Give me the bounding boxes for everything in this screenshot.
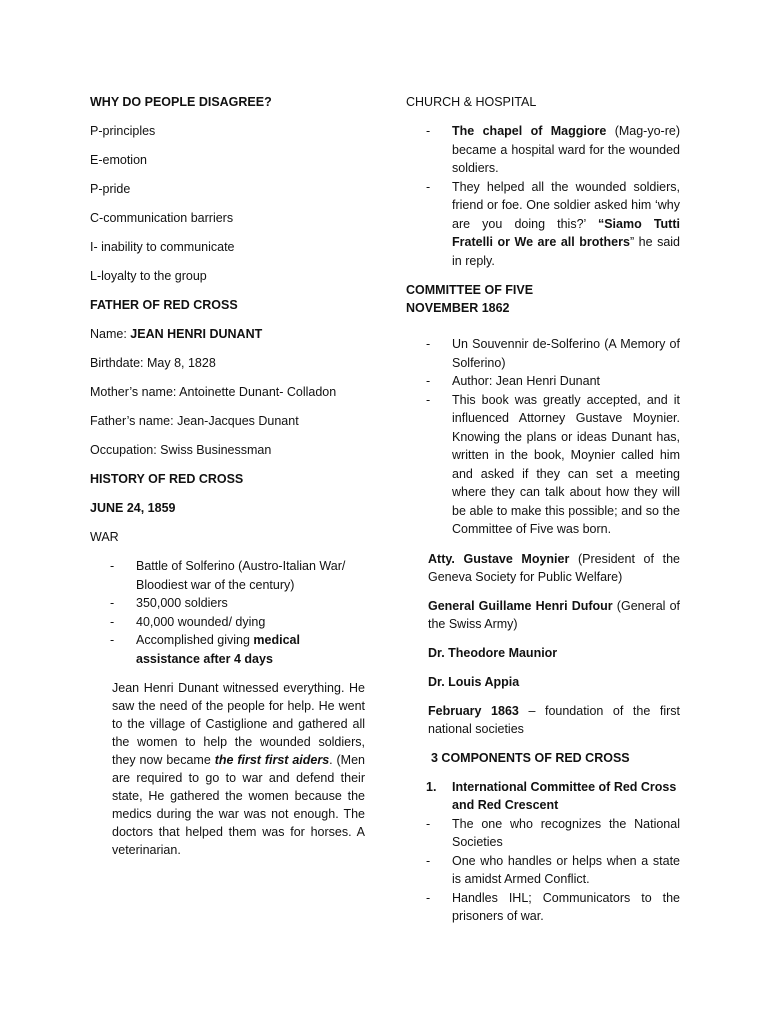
list-item: - 40,000 wounded/ dying bbox=[90, 613, 365, 632]
war-label: WAR bbox=[90, 530, 119, 544]
paragraph-text: . (Men are required to go to war and defend their state, He gathered the women because the medics during the war was not enough. The doctors that helped them was for horses. A veterinarian. bbox=[112, 753, 365, 857]
list-item: - Handles IHL; Communicators to the prisoners of war. bbox=[406, 889, 680, 926]
member-dufour bbox=[406, 597, 680, 633]
member-moynier bbox=[406, 550, 680, 586]
father-line: Father’s name: Jean-Jacques Dunant bbox=[90, 414, 299, 428]
list-item: - This book was greatly accepted, and it influenced Attorney Gustave Moynier. Knowing the plans or ideas Dunant has, written in the book, Moynier called him and asked if they can set a meeting where they can talk about how they will be able to make this possible; and so the Committee of Five was born. bbox=[406, 391, 680, 539]
list-item: - The one who recognizes the National Societies bbox=[406, 815, 680, 852]
peccil-item: C-communication barriers bbox=[90, 211, 234, 225]
list-item-text: ” he said in reply. bbox=[452, 235, 680, 268]
right-column bbox=[406, 93, 680, 937]
war-list bbox=[90, 557, 365, 668]
left-column bbox=[90, 93, 365, 870]
heading-committee-five: COMMITTEE OF FIVE bbox=[406, 283, 534, 297]
first-aiders-emphasis: the first first aiders bbox=[214, 753, 330, 767]
item-text: International Committee of Red Cross and Red Crescent bbox=[452, 779, 677, 812]
birthdate-line: Birthdate: May 8, 1828 bbox=[90, 356, 216, 370]
heading-history: HISTORY OF RED CROSS bbox=[90, 472, 244, 486]
item-number: 1. bbox=[426, 779, 437, 794]
peccil-item: L-loyalty to the group bbox=[90, 269, 207, 283]
member-name: General Guillame Henri Dufour bbox=[428, 598, 613, 613]
member-desc: (President of the Geneva Society for Public Welfare) bbox=[428, 551, 680, 584]
list-item: - One who handles or helps when a state is amidst Armed Conflict. bbox=[406, 852, 680, 889]
components-list bbox=[406, 778, 680, 815]
list-item: - 350,000 soldiers bbox=[90, 594, 365, 613]
february-desc: – foundation of the first national societies bbox=[428, 703, 680, 736]
name-line bbox=[90, 325, 365, 343]
peccil-item: E-emotion bbox=[90, 153, 147, 167]
heading-components: 3 COMPONENTS OF RED CROSS bbox=[431, 750, 630, 765]
list-item bbox=[406, 778, 680, 815]
committee-date: NOVEMBER 1862 bbox=[406, 301, 510, 315]
list-item: - Un Souvennir de-Solferino (A Memory of Solferino) bbox=[406, 335, 680, 372]
peccil-item: I- inability to communicate bbox=[90, 240, 235, 254]
february-1863 bbox=[406, 702, 680, 738]
list-item-bold: “Siamo Tutti Fratelli or We are all brothers bbox=[452, 216, 680, 249]
history-date: JUNE 24, 1859 bbox=[90, 501, 176, 515]
heading-why-disagree: WHY DO PEOPLE DISAGREE? bbox=[90, 95, 272, 109]
paragraph-text: Jean Henri Dunant witnessed everything. He saw the need of the people for help. He went to the village of Castiglione and gathered all the women to help the wounded soldiers, they now became bbox=[112, 681, 365, 767]
list-item bbox=[90, 631, 365, 668]
name-value: JEAN HENRI DUNANT bbox=[130, 327, 263, 341]
mother-line: Mother’s name: Antoinette Dunant- Colladon bbox=[90, 385, 337, 399]
february-date: February 1863 bbox=[428, 703, 519, 718]
peccil-item: P-pride bbox=[90, 182, 131, 196]
member-maunior: Dr. Theodore Maunior bbox=[428, 645, 558, 660]
list-item-text: Accomplished giving bbox=[136, 633, 254, 647]
list-item-bold: The chapel of Maggiore bbox=[452, 124, 607, 138]
name-label: Name: bbox=[90, 327, 131, 341]
list-item-bold: medical assistance after 4 days bbox=[136, 633, 300, 666]
list-item-text: They helped all the wounded soldiers, friend or foe. One soldier asked him ‘why are you doing this?’ bbox=[452, 179, 680, 231]
member-name: Atty. Gustave Moynier bbox=[428, 551, 570, 566]
list-item: - Author: Jean Henri Dunant bbox=[406, 372, 680, 391]
list-item-text: (Mag-yo-re) became a hospital ward for the wounded soldiers. bbox=[452, 124, 680, 175]
heading-father-red-cross: FATHER OF RED CROSS bbox=[90, 298, 238, 312]
church-list bbox=[406, 122, 680, 270]
member-appia: Dr. Louis Appia bbox=[428, 674, 520, 689]
component-details bbox=[406, 815, 680, 926]
dunant-paragraph bbox=[90, 679, 365, 859]
list-item: - Battle of Solferino (Austro-Italian War/ Bloodiest war of the century) bbox=[90, 557, 365, 594]
heading-church-hospital: CHURCH & HOSPITAL bbox=[406, 95, 537, 109]
member-desc: (General of the Swiss Army) bbox=[428, 598, 680, 631]
peccil-item: P-principles bbox=[90, 124, 156, 138]
committee-list bbox=[406, 335, 680, 539]
list-item bbox=[406, 122, 680, 178]
occupation-line: Occupation: Swiss Businessman bbox=[90, 443, 272, 457]
list-item bbox=[406, 178, 680, 271]
